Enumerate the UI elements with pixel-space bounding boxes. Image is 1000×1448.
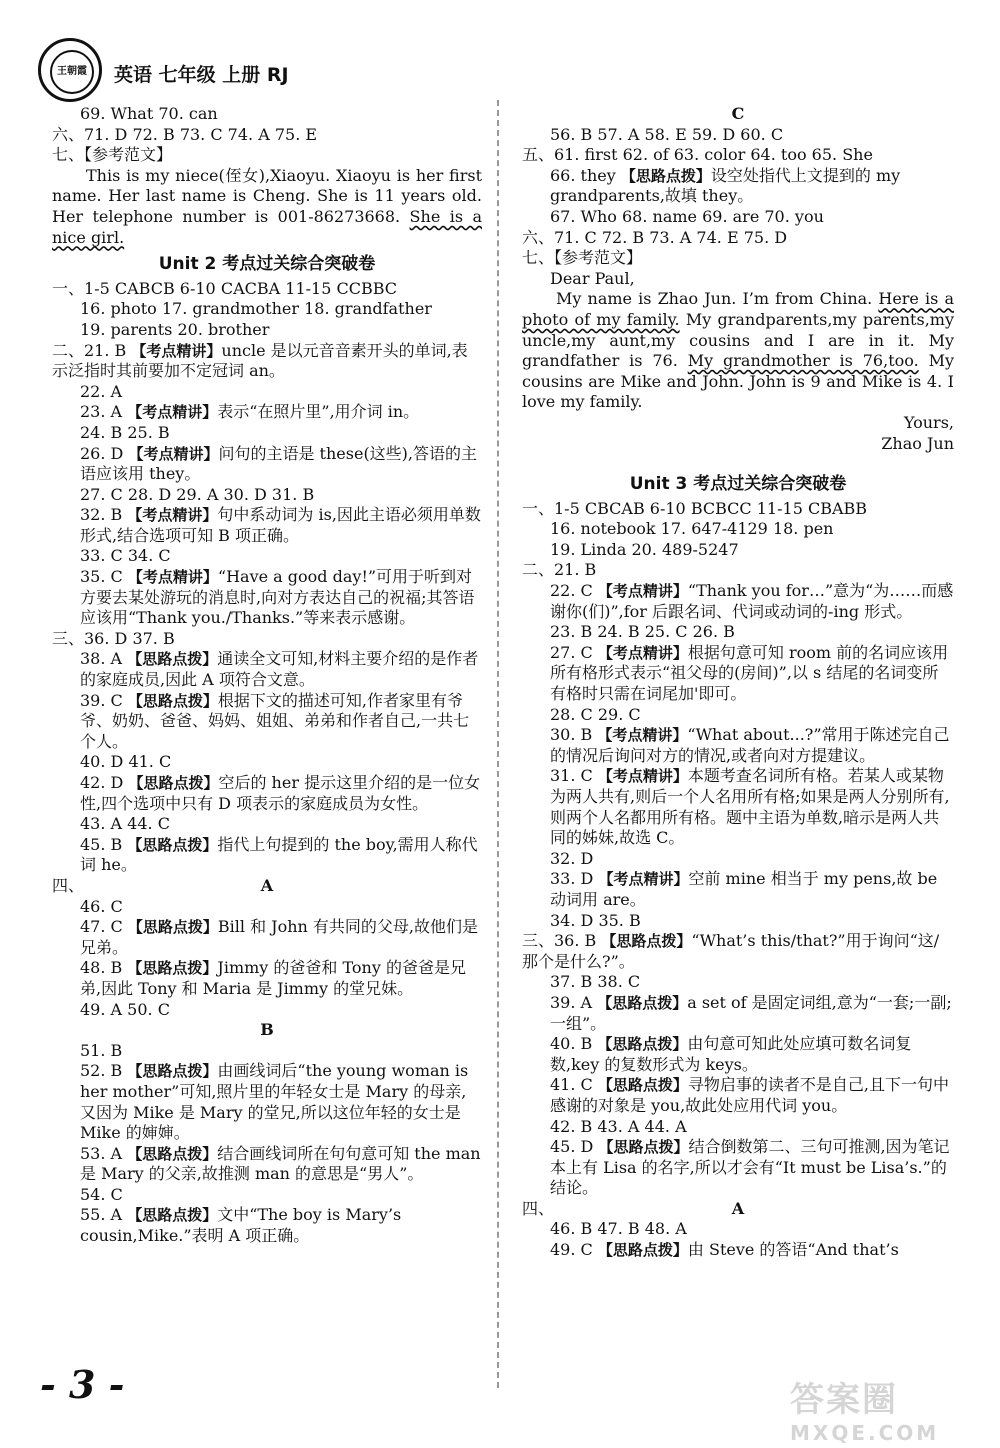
- note-tag: 【思路点拨】: [597, 993, 688, 1012]
- passage-label: C: [731, 104, 745, 123]
- answer-number: 39. C: [80, 690, 123, 710]
- answer-explain: [522, 725, 954, 766]
- passage-label: A: [731, 1198, 745, 1218]
- essay-wavy-sentence: My grandmother is 76,too.: [687, 351, 919, 371]
- answer-explain: [522, 766, 954, 848]
- answer-line: 34. D 35. B: [550, 910, 641, 930]
- sample-letter: [522, 289, 954, 413]
- note-tag: 【思路点拨】: [127, 835, 218, 854]
- answer-number: 40. B: [550, 1034, 593, 1054]
- book-title: 英语 七年级 上册 RJ: [114, 64, 289, 86]
- answer-line: 五、61. first 62. of 63. color 64. too 65. She: [522, 145, 873, 165]
- note-tag: 【考点精讲】: [597, 726, 688, 745]
- note-tag: 【考点精讲】: [131, 341, 222, 360]
- answer-number: 33. D: [550, 869, 594, 889]
- answer-line: 23. B 24. B 25. C 26. B: [550, 622, 735, 642]
- essay-text: My cousins are Mike and John. John is 9 and Mike is 4. I love my family.: [522, 351, 955, 412]
- answer-line: 24. B 25. B: [80, 422, 170, 442]
- answer-line: 二、21. B: [522, 560, 597, 580]
- answer-line: 六、71. D 72. B 73. C 74. A 75. E: [52, 124, 318, 144]
- note-tag: 【考点精讲】: [127, 506, 218, 525]
- right-column: [522, 104, 954, 1261]
- answer-line: 42. B 43. A 44. A: [550, 1116, 687, 1136]
- note-tag: 【思路点拨】: [127, 1144, 218, 1163]
- answer-number: 49. C: [550, 1240, 593, 1260]
- answer-explain: [522, 931, 954, 972]
- answer-line: 16. notebook 17. 647-4129 18. pen: [550, 519, 834, 539]
- answer-line: 七、【参考范文】: [522, 248, 643, 268]
- note-text: 句中系动词为 is,因此主语必须用单数形式,结合选项可知 B 项正确。: [80, 505, 481, 545]
- note-tag: 【考点精讲】: [128, 444, 219, 463]
- answer-line: 56. B 57. A 58. E 59. D 60. C: [550, 124, 784, 144]
- column-divider: [497, 100, 499, 1388]
- left-column: [52, 104, 482, 1247]
- letter-greeting: Dear Paul,: [550, 268, 635, 288]
- note-text: 寻物启事的读者不是自己,且下一句中感谢的对象是 you,故此处应用代词 you。: [550, 1075, 949, 1115]
- section-label-row: [52, 876, 482, 897]
- unit-heading: Unit 3 考点过关综合突破卷: [629, 474, 847, 495]
- note-text: 结合画线词所在句句意可知 the man 是 Mary 的父亲,故推测 man 的意思是“男人”。: [80, 1143, 481, 1184]
- note-text: 空后的 her 提示这里介绍的是一位女性,四个选项中只有 D 项表示的家庭成员为女性。: [80, 773, 481, 813]
- note-tag: 【考点精讲】: [597, 643, 688, 662]
- answer-explain: [52, 691, 482, 753]
- answer-line: 三、36. D 37. B: [52, 628, 175, 648]
- page-header: [38, 38, 478, 108]
- logo-seal: [50, 50, 94, 94]
- answer-explain: [522, 869, 954, 910]
- answer-line: 51. B: [80, 1040, 123, 1060]
- section-label: 四、: [52, 875, 85, 895]
- answer-number: 27. C: [550, 642, 593, 662]
- answer-number: 31. C: [550, 766, 593, 786]
- answer-number: 47. C: [80, 917, 123, 937]
- note-text: “Thank you for…”意为“为……而感谢你(们)”,for 后跟名词、代词或动词的-ing 形式。: [550, 581, 954, 621]
- note-tag: 【思路点拨】: [601, 932, 692, 951]
- note-text: a set of 是固定词组,意为“一套;一副;一组”。: [550, 992, 952, 1033]
- answer-explain: [52, 1061, 482, 1143]
- answer-explain: [522, 1240, 954, 1261]
- section-label: 四、: [522, 1198, 555, 1218]
- answer-number: 55. A: [80, 1205, 123, 1225]
- answer-number: 35. C: [80, 567, 123, 587]
- answer-number: 53. A: [80, 1143, 123, 1163]
- answer-number: 39. A: [550, 992, 593, 1012]
- essay-text: My grandparents,my parents,my uncle,my aunt,my cousins and I are in it. My grandfather is 76.: [522, 309, 954, 371]
- answer-explain: [522, 1137, 954, 1199]
- answer-number: 23. A: [80, 402, 123, 422]
- answer-explain: [52, 402, 482, 423]
- answer-line: 32. D: [550, 848, 594, 868]
- answer-line: 37. B 38. C: [550, 972, 641, 992]
- answer-line: 46. B 47. B 48. A: [550, 1219, 687, 1239]
- note-tag: 【考点精讲】: [127, 403, 218, 422]
- answer-number: 52. B: [80, 1061, 123, 1081]
- answer-explain: [522, 581, 954, 622]
- note-text: 本题考查名词所有格。若某人或某物为两人共有,则后一个人名用所有格;如果是两人分别所有,则两个人名都用所有格。题中主语为单数,暗示是两人共同的姊妹,故选 C。: [550, 766, 950, 848]
- note-tag: 【思路点拨】: [127, 1206, 218, 1225]
- note-text: 通读全文可知,材料主要介绍的是作者的家庭成员,因此 A 项符合文意。: [80, 649, 479, 690]
- answer-line: 一、1-5 CBCAB 6-10 BCBCC 11-15 CBABB: [522, 498, 868, 518]
- note-text: uncle 是以元音音素开头的单词,表示泛指时其前要加不定冠词 an。: [52, 340, 468, 381]
- watermark: [790, 1372, 970, 1445]
- note-text: 根据句意可知 room 前的名词应该用所有格形式表示“祖父母的(房间)”,以 s 结尾的名词变所有格时只需在词尾加'即可。: [550, 642, 949, 704]
- answer-line: 69. What 70. can: [80, 104, 218, 123]
- note-tag: 【思路点拨】: [128, 774, 219, 792]
- note-text: 由 Steve 的答语“And that’s: [687, 1240, 899, 1260]
- answer-line: 22. A: [80, 381, 123, 401]
- answer-number: 45. D: [550, 1137, 594, 1157]
- note-text: Bill 和 John 有共同的父母,故他们是兄弟。: [80, 917, 479, 957]
- page-number: - 3 -: [40, 1362, 125, 1407]
- note-text: Jimmy 的爸爸和 Tony 的爸爸是兄弟,因此 Tony 和 Maria 是 Jimmy 的堂兄妹。: [80, 958, 466, 998]
- note-text: 表示“在照片里”,用介词 in。: [217, 402, 420, 422]
- answer-line: 16. photo 17. grandmother 18. grandfather: [80, 299, 432, 319]
- answer-number: 48. B: [80, 958, 123, 978]
- note-text: 结合倒数第二、三句可推测,因为笔记本上有 Lisa 的名字,所以才会有“It must be Lisa’s.”的结论。: [550, 1137, 950, 1198]
- note-tag: 【考点精讲】: [127, 568, 218, 587]
- essay-wavy-sentence: Here is a photo of my family.: [522, 289, 954, 329]
- answer-line: 54. C: [80, 1184, 123, 1204]
- answer-number: 32. B: [80, 505, 123, 525]
- note-tag: 【考点精讲】: [598, 870, 689, 889]
- note-tag: 【思路点拨】: [597, 1241, 688, 1260]
- answer-number: 22. C: [550, 581, 593, 601]
- answer-line: 28. C 29. C: [550, 704, 641, 724]
- note-text: 指代上句提到的 the boy,需用人称代词 he。: [80, 834, 478, 875]
- answer-line: 七、【参考范文】: [52, 145, 173, 165]
- essay-text: This is my niece(侄女),Xiaoyu. Xiaoyu is her first name. Her last name is Cheng. She is 11 years old. Her telephone number is 001-86273668.: [52, 165, 482, 226]
- note-tag: 【思路点拨】: [127, 650, 218, 669]
- note-text: 由句意可知此处应填可数名词复数,key 的复数形式为 keys。: [550, 1034, 912, 1074]
- answer-line: 一、1-5 CABCB 6-10 CACBA 11-15 CCBBC: [52, 278, 398, 298]
- answer-explain: [52, 505, 482, 546]
- note-text: 空前 mine 相当于 my pens,故 be 动词用 are。: [550, 869, 938, 909]
- note-text: 根据下文的描述可知,作者家里有爷爷、奶奶、爸爸、妈妈、姐姐、弟弟和作者自己,一共七个人。: [80, 690, 470, 751]
- note-text: 设空处指代上文提到的 my grandparents,故填 they。: [550, 165, 901, 206]
- answer-line: 六、71. C 72. B 73. A 74. E 75. D: [522, 227, 788, 247]
- answer-explain: [522, 166, 954, 207]
- note-tag: 【思路点拨】: [597, 1076, 688, 1095]
- answer-line: 19. parents 20. brother: [80, 319, 270, 339]
- answer-number: 42. D: [80, 773, 124, 792]
- answer-explain: [52, 1144, 482, 1185]
- answer-explain: [52, 1205, 482, 1246]
- answer-explain: [522, 643, 954, 705]
- answer-line: 19. Linda 20. 489-5247: [550, 539, 739, 559]
- answer-number: 30. B: [550, 725, 593, 745]
- essay-wavy-sentence: She is a nice girl.: [52, 206, 482, 247]
- unit-heading: Unit 2 考点过关综合突破卷: [158, 254, 376, 275]
- answer-number: 66. they: [550, 165, 616, 185]
- answer-explain: [52, 917, 482, 958]
- passage-label: A: [260, 875, 274, 895]
- note-tag: 【思路点拨】: [598, 1138, 689, 1157]
- answer-line: 40. D 41. C: [80, 752, 172, 772]
- note-tag: 【思路点拨】: [127, 691, 218, 710]
- answer-explain: [522, 1034, 954, 1075]
- answer-line: 49. A 50. C: [80, 999, 170, 1019]
- answer-line: 67. Who 68. name 69. are 70. you: [550, 206, 824, 226]
- answer-line: 46. C: [80, 896, 123, 916]
- answer-explain: [52, 835, 482, 876]
- note-text: 文中“The boy is Mary’s cousin,Mike.”表明 A 项正确。: [80, 1205, 402, 1246]
- note-text: 由画线词后“the young woman is her mother”可知,照片里的年轻女士是 Mary 的母亲,又因为 Mike 是 Mary 的堂兄,所以这位年轻的女士是 Mike 的婶婶。: [80, 1061, 469, 1143]
- note-tag: 【考点精讲】: [597, 582, 688, 601]
- answer-explain: [522, 993, 954, 1034]
- answer-line: 27. C 28. D 29. A 30. D 31. B: [80, 484, 315, 504]
- answer-number: 45. B: [80, 834, 123, 854]
- passage-label: B: [260, 1020, 274, 1040]
- answer-explain: [52, 444, 482, 485]
- answer-number: 26. D: [80, 443, 124, 463]
- note-text: “What’s this/that?”用于询问“这/那个是什么?”。: [522, 931, 940, 971]
- essay-text: My name is Zhao Jun. I’m from China.: [556, 289, 873, 309]
- answer-explain: [52, 567, 482, 629]
- publisher-logo: [38, 38, 102, 102]
- watermark-logo-text: 答案圈: [790, 1380, 898, 1420]
- note-tag: 【考点精讲】: [597, 767, 688, 786]
- answer-number: 三、36. B: [522, 931, 597, 951]
- note-tag: 【思路点拨】: [620, 166, 711, 185]
- letter-signature: Zhao Jun: [881, 433, 954, 453]
- answer-explain: [52, 773, 482, 814]
- note-text: 问句的主语是 these(这些),答语的主语应该用 they。: [80, 443, 478, 484]
- letter-closing: Yours,: [903, 412, 954, 432]
- answer-number: 二、21. B: [52, 340, 127, 360]
- note-tag: 【思路点拨】: [127, 1062, 218, 1081]
- answer-explain: [52, 341, 482, 382]
- note-tag: 【思路点拨】: [127, 959, 218, 978]
- note-tag: 【思路点拨】: [597, 1035, 688, 1054]
- logo-text: 王朝霞: [57, 66, 87, 77]
- section-label-row: [522, 1199, 954, 1220]
- answer-explain: [52, 649, 482, 690]
- note-text: “Have a good day!”可用于听到对方要去某处游玩的消息时,向对方表达自己的祝福;其答语应该用“Thank you./Thanks.”等来表示感谢。: [80, 567, 475, 628]
- watermark-url: MXQE.COM: [790, 1421, 940, 1445]
- note-text: “What about...?”常用于陈述完自己的情况后询问对方的情况,或者向对方提建议。: [550, 725, 950, 765]
- answer-number: 38. A: [80, 649, 123, 669]
- answer-number: 41. C: [550, 1075, 593, 1095]
- answer-line: 43. A 44. C: [80, 814, 170, 834]
- note-tag: 【思路点拨】: [127, 918, 218, 937]
- answer-line: 33. C 34. C: [80, 546, 171, 566]
- sample-essay: [52, 166, 482, 248]
- answer-explain: [52, 958, 482, 999]
- answer-explain: [522, 1075, 954, 1116]
